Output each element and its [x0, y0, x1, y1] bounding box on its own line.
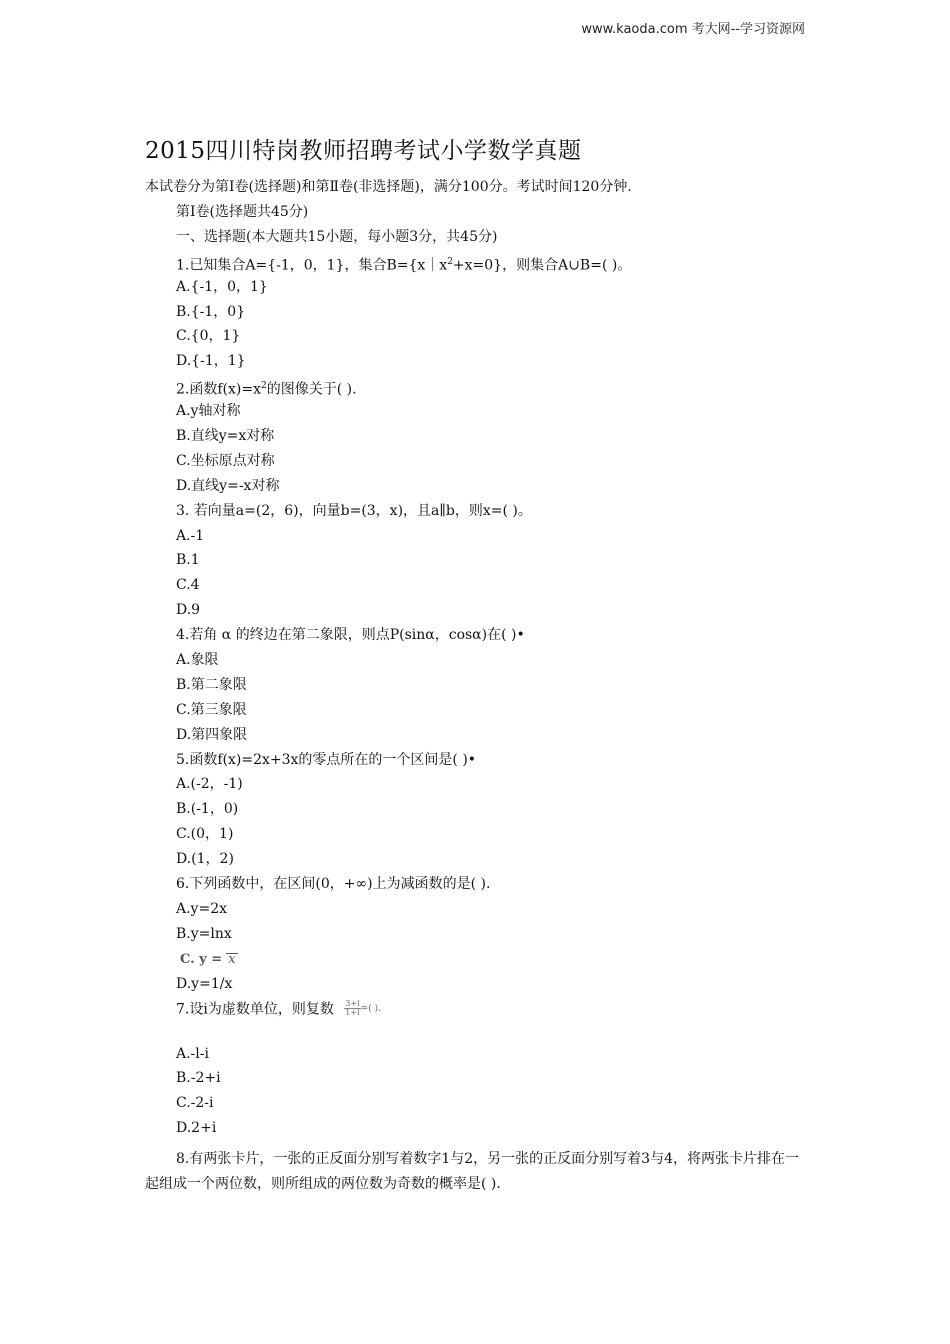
question-3: 3. 若向量a=(2，6)，向量b=(3，x)，且a∥b，则x=( )。	[176, 502, 532, 519]
site-header: www.kaoda.com 考大网--学习资源网	[581, 22, 805, 37]
q2-option-b: B.直线y=x对称	[176, 428, 275, 445]
q4-option-a: A.象限	[176, 652, 219, 669]
q3-option-a: A.-1	[176, 527, 205, 544]
q7-option-c: C.-2-i	[176, 1095, 214, 1112]
q4-option-b: B.第二象限	[176, 676, 247, 693]
question-5: 5.函数f(x)=2x+3x的零点所在的一个区间是( )•	[176, 751, 477, 768]
question-8: 8.有两张卡片，一张的正反面分别写着数字1与2，另一张的正反面分别写着3与4，将两张卡片排在一起组成一个两位数，则所组成的两位数为奇数的概率是( ).	[145, 1151, 799, 1192]
q5-option-b: B.(-1，0)	[176, 801, 239, 818]
q7-option-d: D.2+i	[176, 1120, 217, 1137]
question-2: 2.函数$f(x)=x^2$的图像关于( ).	[176, 381, 357, 398]
q2-option-a: A.y轴对称	[176, 403, 241, 420]
q7-option-a: A.-l-i	[176, 1045, 209, 1062]
question-7: 7.设i为虚数单位，则复数 $\frac{3+i}{1+i}$ =( ).	[176, 999, 381, 1018]
sqrt-formula: x	[228, 951, 236, 967]
q4-option-c: C.第三象限	[176, 701, 247, 718]
q1-option-b: B.{-1，0}	[176, 303, 246, 320]
page-title: 2015四川特岗教师招聘考试小学数学真题	[145, 138, 582, 164]
question-1: 1.已知集合A={-1，0，1}，集合$B=\{x|x^2+x=0\}$，则集合A∪B=( )。	[176, 256, 632, 274]
q1-option-a: A.{-1，0，1}	[176, 278, 268, 295]
q2-option-d: D.直线y=-x对称	[176, 477, 280, 494]
q6-option-c	[176, 947, 816, 972]
q5-option-d: D.(1，2)	[176, 851, 234, 868]
exam-intro: 本试卷分为第Ⅰ卷(选择题)和第Ⅱ卷(非选择题)，满分100分。考试时间120分钟.	[145, 179, 632, 195]
section-heading: 一、选择题(本大题共15小题，每小题3分，共45分)	[176, 228, 498, 245]
q6-option-b: B.y=lnx	[176, 925, 232, 942]
q7-option-b: B.-2+i	[176, 1070, 221, 1087]
q3-option-d: D.9	[176, 602, 201, 619]
q5-option-a: A.(-2，-1)	[176, 776, 243, 793]
part-heading: 第Ⅰ卷(选择题共45分)	[176, 204, 309, 220]
q6-option-a: A.y=2x	[176, 900, 228, 917]
question-6: 6.下列函数中，在区间(0，+∞)上为减函数的是( ).	[176, 876, 491, 893]
q4-option-d: D.第四象限	[176, 726, 248, 743]
q6-option-c-label: C. y =	[180, 951, 223, 967]
q3-option-c: C.4	[176, 577, 200, 594]
q3-option-b: B.1	[176, 552, 200, 569]
q6-option-d: D.y=1/x	[176, 975, 233, 992]
question-4: 4.若角 α 的终边在第二象限，则点P(sinα，cosα)在( )•	[176, 627, 525, 644]
q1-option-d: D.{-1，1}	[176, 353, 246, 370]
complex-fraction: $\frac{3+i}{1+i}$	[345, 999, 360, 1018]
q1-option-c: C.{0，1}	[176, 328, 241, 345]
q5-option-c: C.(0，1)	[176, 826, 234, 843]
q2-option-c: C.坐标原点对称	[176, 452, 275, 469]
question-list	[176, 200, 816, 1141]
